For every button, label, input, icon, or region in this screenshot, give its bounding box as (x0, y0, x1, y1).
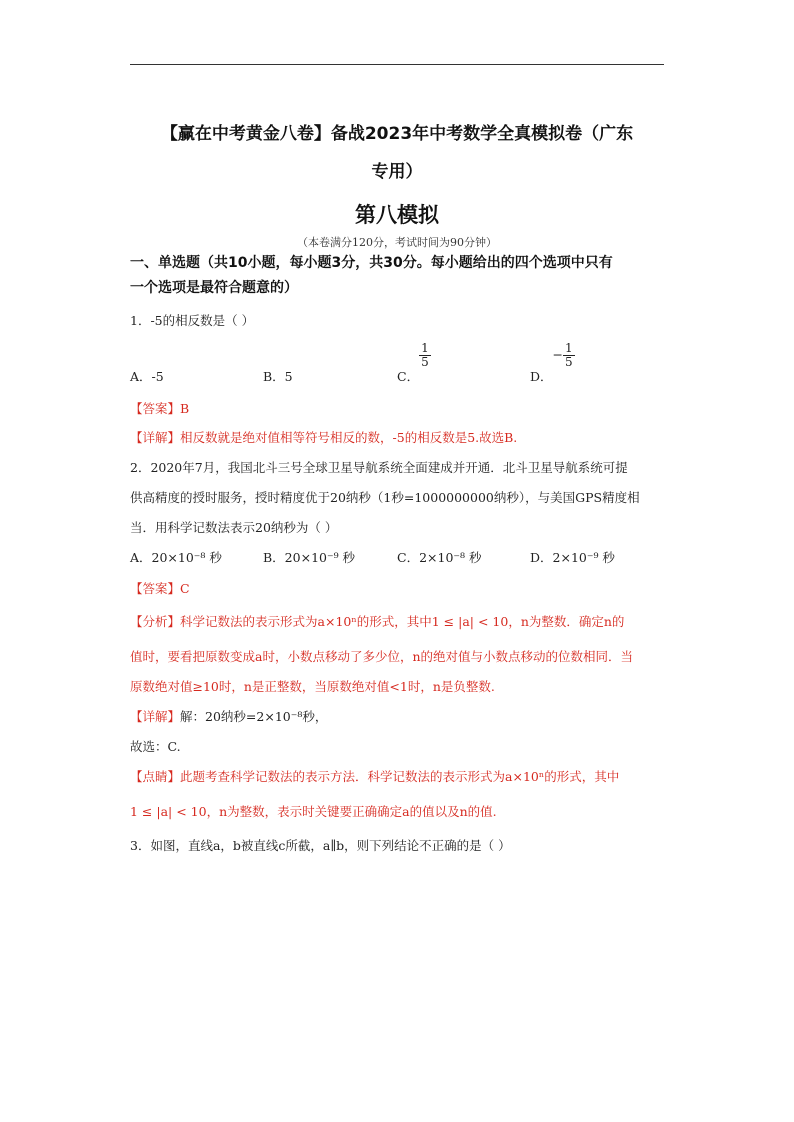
section-heading-line1: 一、单选题（共10小题，每小题3分，共30分。每小题给出的四个选项中只有 (130, 255, 613, 271)
point-text: 此题考查科学记数法的表示方法．科学记数法的表示形式为a×10ⁿ的形式，其中 (180, 769, 620, 784)
q2-analysis-line1 (130, 612, 664, 630)
detail-text: 相反数就是绝对值相等符号相反的数，-5的相反数是5.故选B. (180, 430, 518, 445)
q2-option-c: C．2×10⁻⁸ 秒 (397, 550, 482, 565)
q2-option-b: B．20×10⁻⁹ 秒 (263, 550, 356, 565)
detail-tag: 【详解】 (130, 430, 181, 445)
q1-stem: 1．-5的相反数是（ ） (130, 313, 255, 328)
q2-analysis-line3: 原数绝对值≥10时，n是正整数，当原数绝对值<1时，n是负整数. (130, 679, 495, 694)
q1-option-b: B．5 (263, 369, 293, 384)
fraction-numerator: 1 (565, 341, 573, 355)
fraction-numerator: 1 (421, 341, 429, 355)
analysis-text: 科学记数法的表示形式为a×10ⁿ的形式，其中1 ≤ |a| < 10，n为整数．确定n的 (180, 614, 625, 629)
q2-point-line1 (130, 767, 664, 785)
point-tag: 【点睛】 (130, 769, 181, 784)
exam-subtitle: 第八模拟 (355, 203, 439, 227)
detail-tag: 【详解】 (130, 709, 181, 724)
fraction-sign: − (552, 347, 564, 362)
header-rule (130, 64, 664, 65)
q3-stem: 3．如图，直线a，b被直线c所截，a∥b，则下列结论不正确的是（ ） (130, 838, 511, 853)
q2-analysis-line2: 值时，要看把原数变成a时，小数点移动了多少位，n的绝对值与小数点移动的位数相同．当 (130, 649, 634, 664)
q1-detail (130, 428, 664, 446)
fraction-denominator: 5 (421, 355, 429, 369)
q1-answer (130, 399, 664, 417)
detail-text: 解：20纳秒=2×10⁻⁸秒， (180, 709, 328, 724)
q1-option-c-label: C． (397, 369, 420, 384)
q1-option-a: A．-5 (130, 369, 164, 384)
q1-option-d-fraction (563, 342, 575, 369)
q1-option-c-fraction (419, 342, 431, 369)
q2-option-a: A．20×10⁻⁸ 秒 (130, 550, 222, 565)
answer-value: C (180, 581, 190, 596)
q1-option-c (397, 342, 431, 385)
exam-meta: （本卷满分120分，考试时间为90分钟） (297, 236, 497, 249)
exam-title-line1: 【赢在中考黄金八卷】备战2023年中考数学全真模拟卷（广东 (160, 124, 634, 144)
q1-option-d (530, 342, 575, 385)
answer-value: B (180, 401, 190, 416)
section-heading-line2: 一个选项是最符合题意的） (130, 280, 298, 296)
analysis-tag: 【分析】 (130, 614, 181, 629)
q2-point-line2: 1 ≤ |a| < 10，n为整数，表示时关键要正确确定a的值以及n的值. (130, 804, 497, 819)
answer-tag: 【答案】 (130, 401, 181, 416)
answer-tag: 【答案】 (130, 581, 181, 596)
fraction-denominator: 5 (565, 355, 573, 369)
q2-stem-line1: 2．2020年7月，我国北斗三号全球卫星导航系统全面建成并开通．北斗卫星导航系统可提 (130, 460, 628, 475)
q2-answer (130, 579, 664, 597)
q2-choice: 故选：C. (130, 739, 181, 754)
q2-stem-line3: 当．用科学记数法表示20纳秒为（ ） (130, 520, 338, 535)
exam-title-line2: 专用） (371, 162, 423, 182)
q2-option-d: D．2×10⁻⁹ 秒 (530, 550, 615, 565)
q2-stem-line2: 供高精度的授时服务，授时精度优于20纳秒（1秒=1000000000纳秒），与美国GPS精度相 (130, 490, 640, 505)
q1-option-d-label: D． (530, 369, 553, 384)
q2-detail (130, 707, 664, 725)
